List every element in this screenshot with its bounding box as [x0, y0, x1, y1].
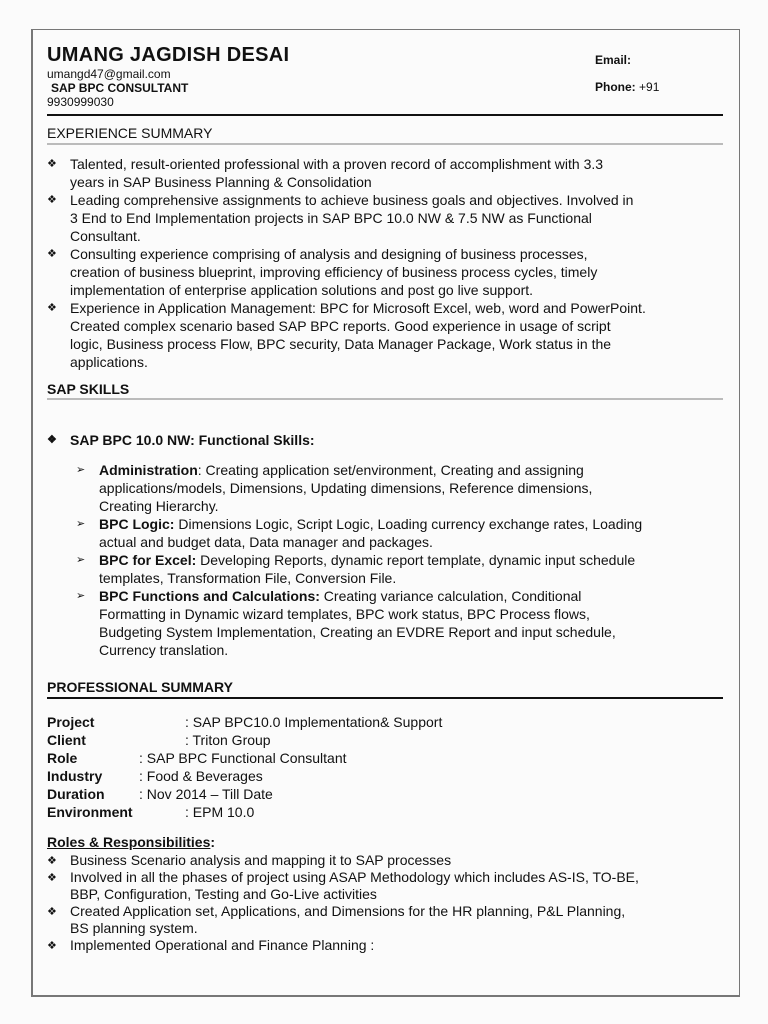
skill-line: Creating Hierarchy. [99, 498, 219, 514]
detail-key: Client [47, 732, 86, 748]
list-item-line: Implemented Operational and Finance Planning : [70, 937, 375, 953]
detail-value: : Triton Group [185, 732, 271, 748]
list-item-line: applications. [70, 354, 148, 370]
list-item-line: Consultant. [70, 228, 141, 244]
skill-line: actual and budget data, Data manager and packages. [99, 534, 433, 550]
list-item-line: Business Scenario analysis and mapping it to SAP processes [70, 852, 452, 868]
skill-line [99, 551, 642, 569]
job-title: SAP BPC CONSULTANT [51, 81, 189, 95]
skill-line: Currency translation. [99, 642, 229, 658]
detail-value: : Nov 2014 – Till Date [139, 786, 273, 802]
list-item [47, 852, 639, 869]
list-item [47, 869, 639, 903]
skill-line [99, 461, 642, 479]
skill-item [76, 461, 642, 515]
skill-text: Developing Reports, dynamic report template, dynamic input schedule [196, 552, 636, 568]
list-item-line: implementation of enterprise application solutions and post go live support. [70, 282, 534, 298]
experience-heading: EXPERIENCE SUMMARY [47, 125, 213, 141]
diamond-bullet-icon: ❖ [47, 158, 57, 170]
list-item [47, 937, 639, 954]
detail-value: : SAP BPC Functional Consultant [139, 750, 347, 766]
detail-value: : EPM 10.0 [185, 804, 255, 820]
skills-list [76, 461, 642, 659]
phone-prefix: +91 [639, 80, 660, 94]
diamond-bullet-icon: ❖ [47, 940, 57, 952]
list-item [47, 245, 646, 299]
list-item-line: Created Application set, Applications, and Dimensions for the HR planning, P&L Planning, [70, 903, 626, 919]
roles-list [47, 852, 639, 954]
experience-divider [47, 143, 723, 145]
professional-divider [47, 697, 723, 699]
arrow-bullet-icon: ➢ [76, 590, 86, 602]
list-item [47, 155, 646, 191]
list-item-line: BS planning system. [70, 920, 198, 936]
diamond-bullet-icon: ❖ [47, 906, 57, 918]
detail-value: : SAP BPC10.0 Implementation& Support [185, 714, 443, 730]
skill-line: Budgeting System Implementation, Creating an EVDRE Report and input schedule, [99, 624, 616, 640]
list-item-line: Involved in all the phases of project using ASAP Methodology which includes AS-IS, TO-BE, [70, 869, 639, 885]
list-item-line: Talented, result-oriented professional with a proven record of accomplishment with 3.3 [70, 156, 604, 172]
phone-line [595, 80, 659, 94]
detail-key: Environment [47, 804, 133, 820]
list-item-line: Leading comprehensive assignments to achieve business goals and objectives. Involved in [70, 192, 634, 208]
list-item-line: creation of business blueprint, improving efficiency of business process cycles, timely [70, 264, 598, 280]
skill-line: Formatting in Dynamic wizard templates, BPC work status, BPC Process flows, [99, 606, 590, 622]
email-label: Email: [595, 53, 632, 67]
skill-line: templates, Transformation File, Conversion File. [99, 570, 397, 586]
skill-label: BPC for Excel: [99, 552, 197, 568]
skill-label: BPC Functions and Calculations: [99, 588, 320, 604]
list-item-line: logic, Business process Flow, BPC security, Data Manager Package, Work status in the [70, 336, 612, 352]
list-item-line: 3 End to End Implementation projects in SAP BPC 10.0 NW & 7.5 NW as Functional [70, 210, 592, 226]
skill-line [99, 587, 642, 605]
diamond-bullet-icon: ❖ [47, 248, 57, 260]
roles-heading-colon: : [210, 834, 216, 850]
diamond-bullet-icon: ❖ [47, 434, 57, 446]
list-item [47, 903, 639, 937]
diamond-bullet-icon: ❖ [47, 855, 57, 867]
detail-value: : Food & Beverages [139, 768, 263, 784]
detail-key: Project [47, 714, 95, 730]
header-divider [47, 114, 723, 116]
arrow-bullet-icon: ➢ [76, 554, 86, 566]
skill-item [76, 587, 642, 659]
list-item-line: Created complex scenario based SAP BPC reports. Good experience in usage of script [70, 318, 611, 334]
skills-heading: SAP SKILLS [47, 381, 130, 397]
list-item-line: Experience in Application Management: BPC for Microsoft Excel, web, word and PowerPoint. [70, 300, 646, 316]
diamond-bullet-icon: ❖ [47, 194, 57, 206]
experience-list [47, 155, 646, 371]
skills-main-bullet [47, 431, 315, 449]
list-item [47, 191, 646, 245]
diamond-bullet-icon: ❖ [47, 872, 57, 884]
professional-heading: PROFESSIONAL SUMMARY [47, 679, 233, 695]
skills-divider [47, 398, 723, 400]
detail-key: Role [47, 750, 78, 766]
skills-main-label: SAP BPC 10.0 NW: Functional Skills: [70, 432, 315, 448]
skill-text: Dimensions Logic, Script Logic, Loading currency exchange rates, Loading [174, 516, 643, 532]
list-item-line: BBP, Configuration, Testing and Go-Live activities [70, 886, 377, 902]
candidate-name: UMANG JAGDISH DESAI [47, 44, 290, 66]
skill-text: : Creating application set/environment, Creating and assigning [197, 462, 584, 478]
roles-heading-text: Roles & Responsibilities [47, 834, 211, 850]
arrow-bullet-icon: ➢ [76, 464, 86, 476]
skill-text: Creating variance calculation, Conditional [319, 588, 582, 604]
skill-item [76, 551, 642, 587]
email-address: umangd47@gmail.com [47, 67, 171, 81]
list-item-line: years in SAP Business Planning & Consolidation [70, 174, 372, 190]
phone-number: 9930999030 [47, 95, 114, 109]
detail-key: Industry [47, 768, 103, 784]
roles-heading [47, 834, 215, 850]
detail-key: Duration [47, 786, 105, 802]
phone-label: Phone: [595, 80, 636, 94]
list-item [47, 299, 646, 371]
skill-label: Administration [99, 462, 198, 478]
arrow-bullet-icon: ➢ [76, 518, 86, 530]
skill-item [76, 515, 642, 551]
skill-line: applications/models, Dimensions, Updating dimensions, Reference dimensions, [99, 480, 593, 496]
list-item-line: Consulting experience comprising of analysis and designing of business processes, [70, 246, 588, 262]
skill-label: BPC Logic: [99, 516, 175, 532]
skill-line [99, 515, 642, 533]
diamond-bullet-icon: ❖ [47, 302, 57, 314]
